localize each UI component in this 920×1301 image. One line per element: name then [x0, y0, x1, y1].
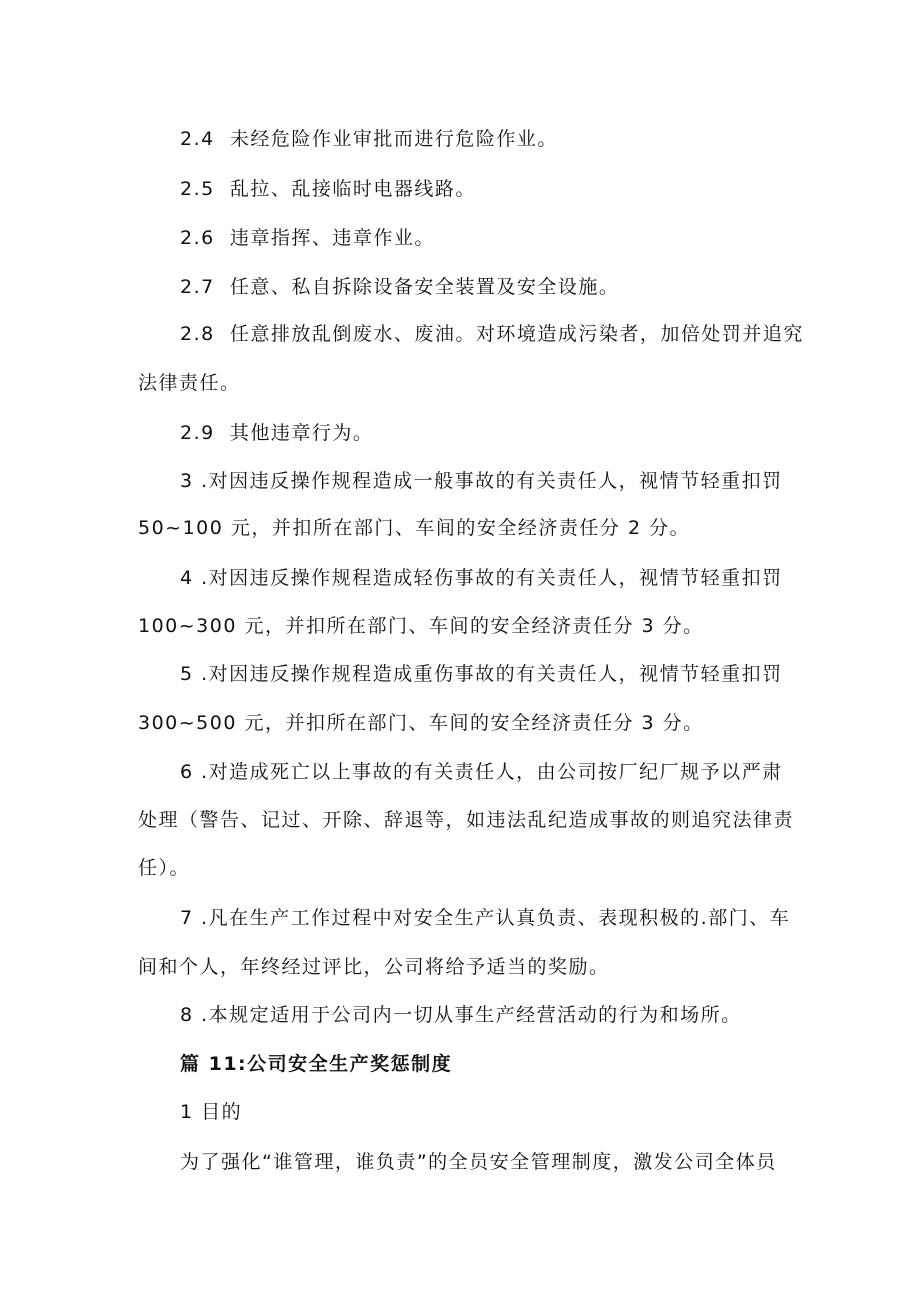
rule-3-line-2: 50~100 元，并扣所在部门、车间的安全经济责任分 2 分。 — [138, 517, 691, 539]
rule-3-line-1: 3 .对因违反操作规程造成一般事故的有关责任人，视情节轻重扣罚 — [180, 470, 783, 492]
rule-5-line-2: 300~500 元，并扣所在部门、车间的安全经济责任分 3 分。 — [138, 712, 704, 734]
rule-6-line-2: 处理（警告、记过、开除、辞退等，如违法乱纪造成事故的则追究法律责 — [138, 809, 795, 831]
item-2-7: 2.7 任意、私自拆除设备安全装置及安全设施。 — [180, 276, 620, 298]
rule-7-line-2: 间和个人，年终经过评比，公司将给予适当的奖励。 — [138, 956, 610, 978]
item-2-5: 2.5 乱拉、乱接临时电器线路。 — [180, 178, 476, 200]
paragraph-line-1: 为了强化“谁管理，谁负责”的全员安全管理制度，激发公司全体员 — [180, 1151, 777, 1173]
section-title: 篇 11:公司安全生产奖惩制度 — [180, 1053, 453, 1075]
rule-7-line-1: 7 .凡在生产工作过程中对安全生产认真负责、表现积极的.部门、车 — [180, 907, 791, 929]
item-2-8: 2.8 任意排放乱倒废水、废油。对环境造成污染者，加倍处罚并追究 — [180, 323, 804, 345]
subsection-title: 1 目的 — [180, 1101, 243, 1123]
rule-5-line-1: 5 .对因违反操作规程造成重伤事故的有关责任人，视情节轻重扣罚 — [180, 663, 783, 685]
rule-6-line-3: 任）。 — [138, 857, 191, 879]
rule-8-line-1: 8 .本规定适用于公司内一切从事生产经营活动的行为和场所。 — [180, 1004, 742, 1026]
rule-6-line-1: 6 .对造成死亡以上事故的有关责任人，由公司按厂纪厂规予以严肃 — [180, 761, 783, 783]
item-2-8-continuation: 法律责任。 — [138, 372, 241, 394]
rule-4-line-1: 4 .对因违反操作规程造成轻伤事故的有关责任人，视情节轻重扣罚 — [180, 567, 783, 589]
item-2-4: 2.4 未经危险作业审批而进行危险作业。 — [180, 128, 558, 150]
item-2-6: 2.6 违章指挥、违章作业。 — [180, 227, 435, 249]
item-2-9: 2.9 其他违章行为。 — [180, 422, 374, 444]
rule-4-line-2: 100~300 元，并扣所在部门、车间的安全经济责任分 3 分。 — [138, 615, 704, 637]
